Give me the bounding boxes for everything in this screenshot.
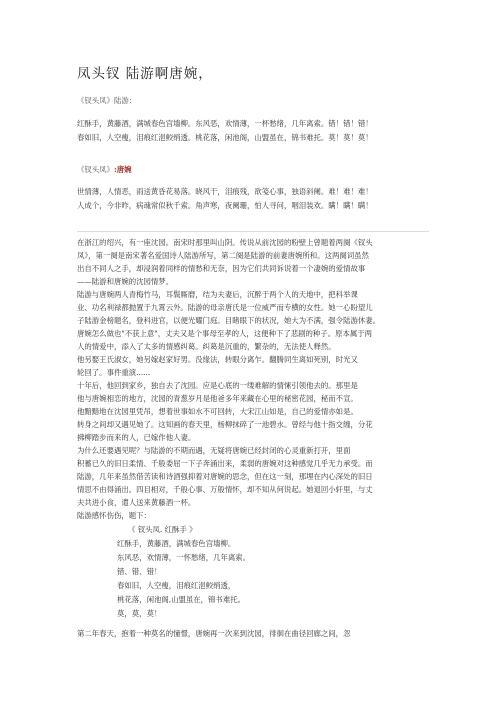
article-line: 人的情爱中，添入了太多的情感纠葛。纠葛是沉重的，繁杂的，无法使人释然。 xyxy=(77,342,336,351)
article-line: 积蓄已久的旧日柔情、千般委屈一下子奔涌出来，柔弱的唐婉对这种感觉几乎无力承受。而 xyxy=(77,459,373,468)
poem-line: 红酥手，黄藤酒，满城春色宫墙柳。 xyxy=(117,539,236,548)
article-line: 第二年春天，抱着一种莫名的憧憬，唐婉再一次来到沈园，徘徊在曲径回廊之间，忽 xyxy=(77,629,351,638)
article-line: 凤》，第一阕是南宋著名爱国诗人陆游所写，第二阕是陆游的前妻唐婉所和。这两阕词虽然 xyxy=(77,251,369,260)
article-line: 轮回了。事件重演...... xyxy=(77,368,151,377)
article-line: 唐婉怎么做也"不获上意"，丈夫又是个事母至孝的人，这便种下了悲剧的种子。原本属于两 xyxy=(77,329,373,338)
article-line: 陆游，几年来虽然借苦读和诗酒强抑着对唐婉的思念，但在这一刻，那埋在内心深处的旧日 xyxy=(77,472,373,481)
article-line: 情思不由得涌出。四目相对，千般心事、万般情怀，却不知从何说起。她退回小轩里，与丈 xyxy=(77,485,373,494)
page-title: 凤头钗 陆游啊唐婉， xyxy=(77,66,213,82)
article-line: 出自不同人之手，却浸润着同样的情愁和无奈，因为它们共同诉说着一个凄婉的爱情故事 xyxy=(77,264,366,273)
poem-title: 《 钗头凤. 红酥手 》 xyxy=(128,525,197,534)
article-line: 为什么还要遇见呢？与陆游的不期而遇，无疑将唐婉已经封闭的心灵重新打开，里面 xyxy=(77,446,351,455)
poem-heading-tangwan xyxy=(77,165,131,174)
article-line: 子陆游金榜题名，登科进官，以便光耀门庭。目睹眼下的状况，她大为不满，强令陆游休妻。 xyxy=(77,316,381,325)
poem-line: 桃花落，闲池阁,山盟虽在，锦书难托。 xyxy=(117,595,245,604)
article-line: 转身之间却又遇见她了。这知画的春天里，杨柳抹碎了一池碧水。曾经与他十指交缠，分花 xyxy=(77,420,373,429)
poem-line: 错、错、错！ xyxy=(117,567,162,576)
article-line: ——陆游和唐婉的沈园情梦。 xyxy=(77,277,174,286)
poem-line: 东风恶，欢情薄，一怀愁绪，几年离索。 xyxy=(117,553,251,562)
article-line: 业、功名利禄都抛置于九霄云外。陆游的母亲唐氏是一位威严而专横的女性。她一心盼望儿 xyxy=(77,303,373,312)
poem-line: 人成个，今非昨，病魂常似秋千索。角声寒，夜阑珊，怕人寻问，咽泪装欢。瞒！瞒！瞒！ xyxy=(77,201,373,210)
article-line: 他另娶王氏淑女，她另嫁赵家好男。没缘法，转眼分离乍。翻腾同生离如死别，时光又 xyxy=(77,355,358,364)
article-line: 在浙江的绍兴，有一座沈园。南宋时那里叫山阴。传说从前沈园的粉壁上曾题着两阕《钗头 xyxy=(77,238,373,247)
poem-line: 春如旧，人空瘦，泪痕红浥鲛绡透。桃花落，闲池阁，山盟虽在，锦书难托。莫！莫！莫！ xyxy=(77,133,373,142)
poem-line: 红酥手，黄藤酒，满城春色宫墙柳。东风恶，欢情薄，一杯愁绪，几年离索。错！错！错！ xyxy=(77,119,373,128)
article-line: 他与唐婉相恋的地方，沈园的青葱岁月是他爸多年来藏在心里的秘密花园，秘而不宣。 xyxy=(77,394,358,403)
poem-heading-author: :唐婉 xyxy=(113,165,132,174)
poem-heading-luyou: 《钗头凤》陆游： xyxy=(77,96,137,105)
poem-heading-title: 《钗头凤》 xyxy=(77,165,114,174)
article-line: 陆游感怀伤伤，题下： xyxy=(77,511,151,520)
article-line: 他黯黯地在沈园里凭吊，想着世事如水不可回转，大宋江山如是，自己的爱情亦如是。 xyxy=(77,407,358,416)
poem-line: 春如旧，人空瘦，泪痕红浥鲛绡透， xyxy=(117,581,236,590)
article-line: 拂柳踏步而来的人，已嫁作他人妻。 xyxy=(77,433,196,442)
poem-line: 世情薄，人情恶，雨送黄昏花易落。晓风干，泪痕残，欲笺心事，独语斜阑。难！难！难！ xyxy=(77,187,373,196)
article-line: 夫共进小食，遣人送来黄藤酒一杯。 xyxy=(77,498,196,507)
article-line: 十年后，他回到家乡，独自去了沈园。应是心底的一缕难解的情愫引领他去的。那里是 xyxy=(77,381,358,390)
article-line: 陆游与唐婉两人青梅竹马，耳鬓厮磨，结为夫妻后，沉醉于两个人的天地中，把科举课 xyxy=(77,290,358,299)
poem-line: 莫，莫，莫！ xyxy=(117,609,162,618)
section-divider xyxy=(77,231,429,232)
